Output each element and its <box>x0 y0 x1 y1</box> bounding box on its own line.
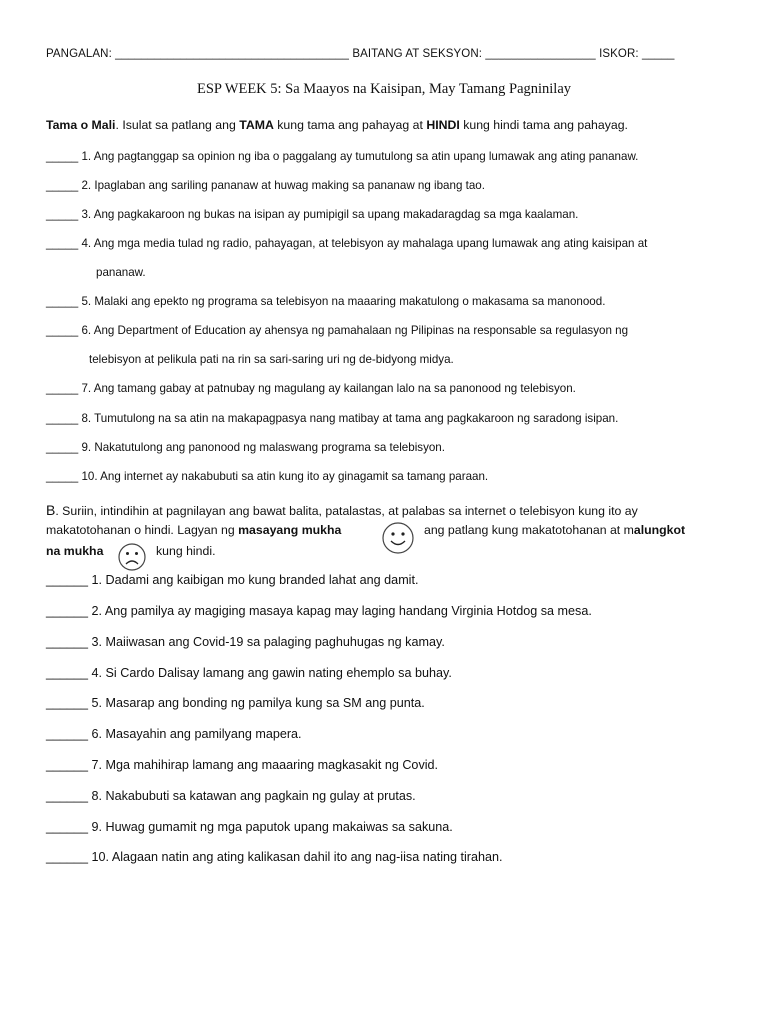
section-a-item-4: _____ 4. Ang mga media tulad ng radio, pahayagan, at telebisyon ay mahalaga upang lumawak ang ating kaisipan at <box>46 237 648 250</box>
sad-face-label-2: na mukha <box>46 544 104 558</box>
name-label: PANGALAN: <box>46 48 112 60</box>
sad-face-label-1: alungkot <box>633 523 686 537</box>
section-b-line-2b-text: ang patlang kung makatotohanan at m <box>424 523 634 537</box>
score-label: ISKOR: <box>599 48 639 60</box>
tama-keyword: TAMA <box>239 118 274 132</box>
section-a-item-10: _____ 10. Ang internet ay nakabubuti sa atin kung ito ay ginagamit sa tamang paraan. <box>46 470 489 483</box>
section-b-instructions-line-2 <box>46 523 341 537</box>
section-b-line-3-end: kung hindi. <box>156 544 216 558</box>
section-b-item-7: ______ 7. Mga mahihirap lamang ang maaaring magkasakit ng Covid. <box>46 758 439 772</box>
section-a-heading: Tama o Mali <box>46 118 116 132</box>
section-b-letter: B <box>46 502 56 518</box>
section-b-item-2: ______ 2. Ang pamilya ay magiging masaya kapag may laging handang Virginia Hotdog sa mesa. <box>46 604 592 618</box>
section-b-item-1: ______ 1. Dadami ang kaibigan mo kung branded lahat ang damit. <box>46 573 419 587</box>
header-fields <box>46 48 674 60</box>
name-blank: ____________________________________ <box>115 48 350 60</box>
section-a-instructions <box>46 118 628 132</box>
section-a-item-6-continued: telebisyon at pelikula pati na rin sa sari-saring uri ng de-bidyong midya. <box>89 353 454 366</box>
page-title: ESP WEEK 5: Sa Maayos na Kaisipan, May Tamang Pagninilay <box>196 81 572 97</box>
section-a-item-4-continued: pananaw. <box>96 266 146 279</box>
section-b-item-3: ______ 3. Maiiwasan ang Covid-19 sa palaging paghuhugas ng kamay. <box>46 635 445 649</box>
section-a-item-8: _____ 8. Tumutulong na sa atin na makapagpasya nang matibay at tama ang pagkakaroon ng saradong isipan. <box>46 412 619 425</box>
section-a-item-6: _____ 6. Ang Department of Education ay ahensya ng pamahalaan ng Pilipinas na responsable sa regulasyon ng <box>46 324 629 337</box>
instr-text-3: kung hindi tama ang pahayag. <box>459 118 628 132</box>
instr-text-2: kung tama ang pahayag at <box>273 118 427 132</box>
grade-label: BAITANG AT SEKSYON: <box>352 48 483 60</box>
happy-face-label: masayang mukha <box>238 523 342 537</box>
section-b-item-10: ______ 10. Alagaan natin ang ating kalikasan dahil ito ang nag-iisa nating tirahan. <box>46 850 503 864</box>
score-blank: _____ <box>641 48 675 60</box>
section-a-item-1: _____ 1. Ang pagtanggap sa opinion ng iba o paggalang ay tumutulong sa atin upang lumawak ang ating pananaw. <box>46 150 639 163</box>
section-b-item-6: ______ 6. Masayahin ang pamilyang mapera. <box>46 727 302 741</box>
section-a-item-9: _____ 9. Nakatutulong ang panonood ng malaswang programa sa telebisyon. <box>46 441 445 454</box>
section-b-line-2-end <box>424 523 685 537</box>
section-a-item-7: _____ 7. Ang tamang gabay at patnubay ng magulang ay kailangan lalo na sa panonood ng telebisyon. <box>46 382 576 395</box>
section-b-line-2-text: makatotohanan o hindi. Lagyan ng <box>46 523 239 537</box>
section-b-item-5: ______ 5. Masarap ang bonding ng pamilya kung sa SM ang punta. <box>46 696 425 710</box>
hindi-keyword: HINDI <box>426 118 460 132</box>
section-b-instructions-line-1 <box>46 502 638 518</box>
section-b-item-4: ______ 4. Si Cardo Dalisay lamang ang gawin nating ehemplo sa buhay. <box>46 666 452 680</box>
section-b-instructions-line-3 <box>46 544 103 558</box>
smiley-face-icon <box>381 521 415 555</box>
instr-text-1: . Isulat sa patlang ang <box>115 118 240 132</box>
grade-blank: _________________ <box>485 48 596 60</box>
section-b-item-9: ______ 9. Huwag gumamit ng mga paputok upang makaiwas sa sakuna. <box>46 820 453 834</box>
section-a-item-5: _____ 5. Malaki ang epekto ng programa sa telebisyon na maaaring makatulong o makasama sa manonood. <box>46 295 606 308</box>
section-b-line-1-text: . Suriin, intindihin at pagnilayan ang bawat balita, patalastas, at palabas sa internet o telebisyon kung ito ay <box>55 504 638 518</box>
section-a-item-2: _____ 2. Ipaglaban ang sariling pananaw at huwag making sa pananaw ng ibang tao. <box>46 179 485 192</box>
section-a-item-3: _____ 3. Ang pagkakaroon ng bukas na isipan ay pumipigil sa upang makadaragdag sa mga kaalaman. <box>46 208 579 221</box>
sad-face-icon <box>117 542 147 572</box>
section-b-item-8: ______ 8. Nakabubuti sa katawan ang pagkain ng gulay at prutas. <box>46 789 416 803</box>
